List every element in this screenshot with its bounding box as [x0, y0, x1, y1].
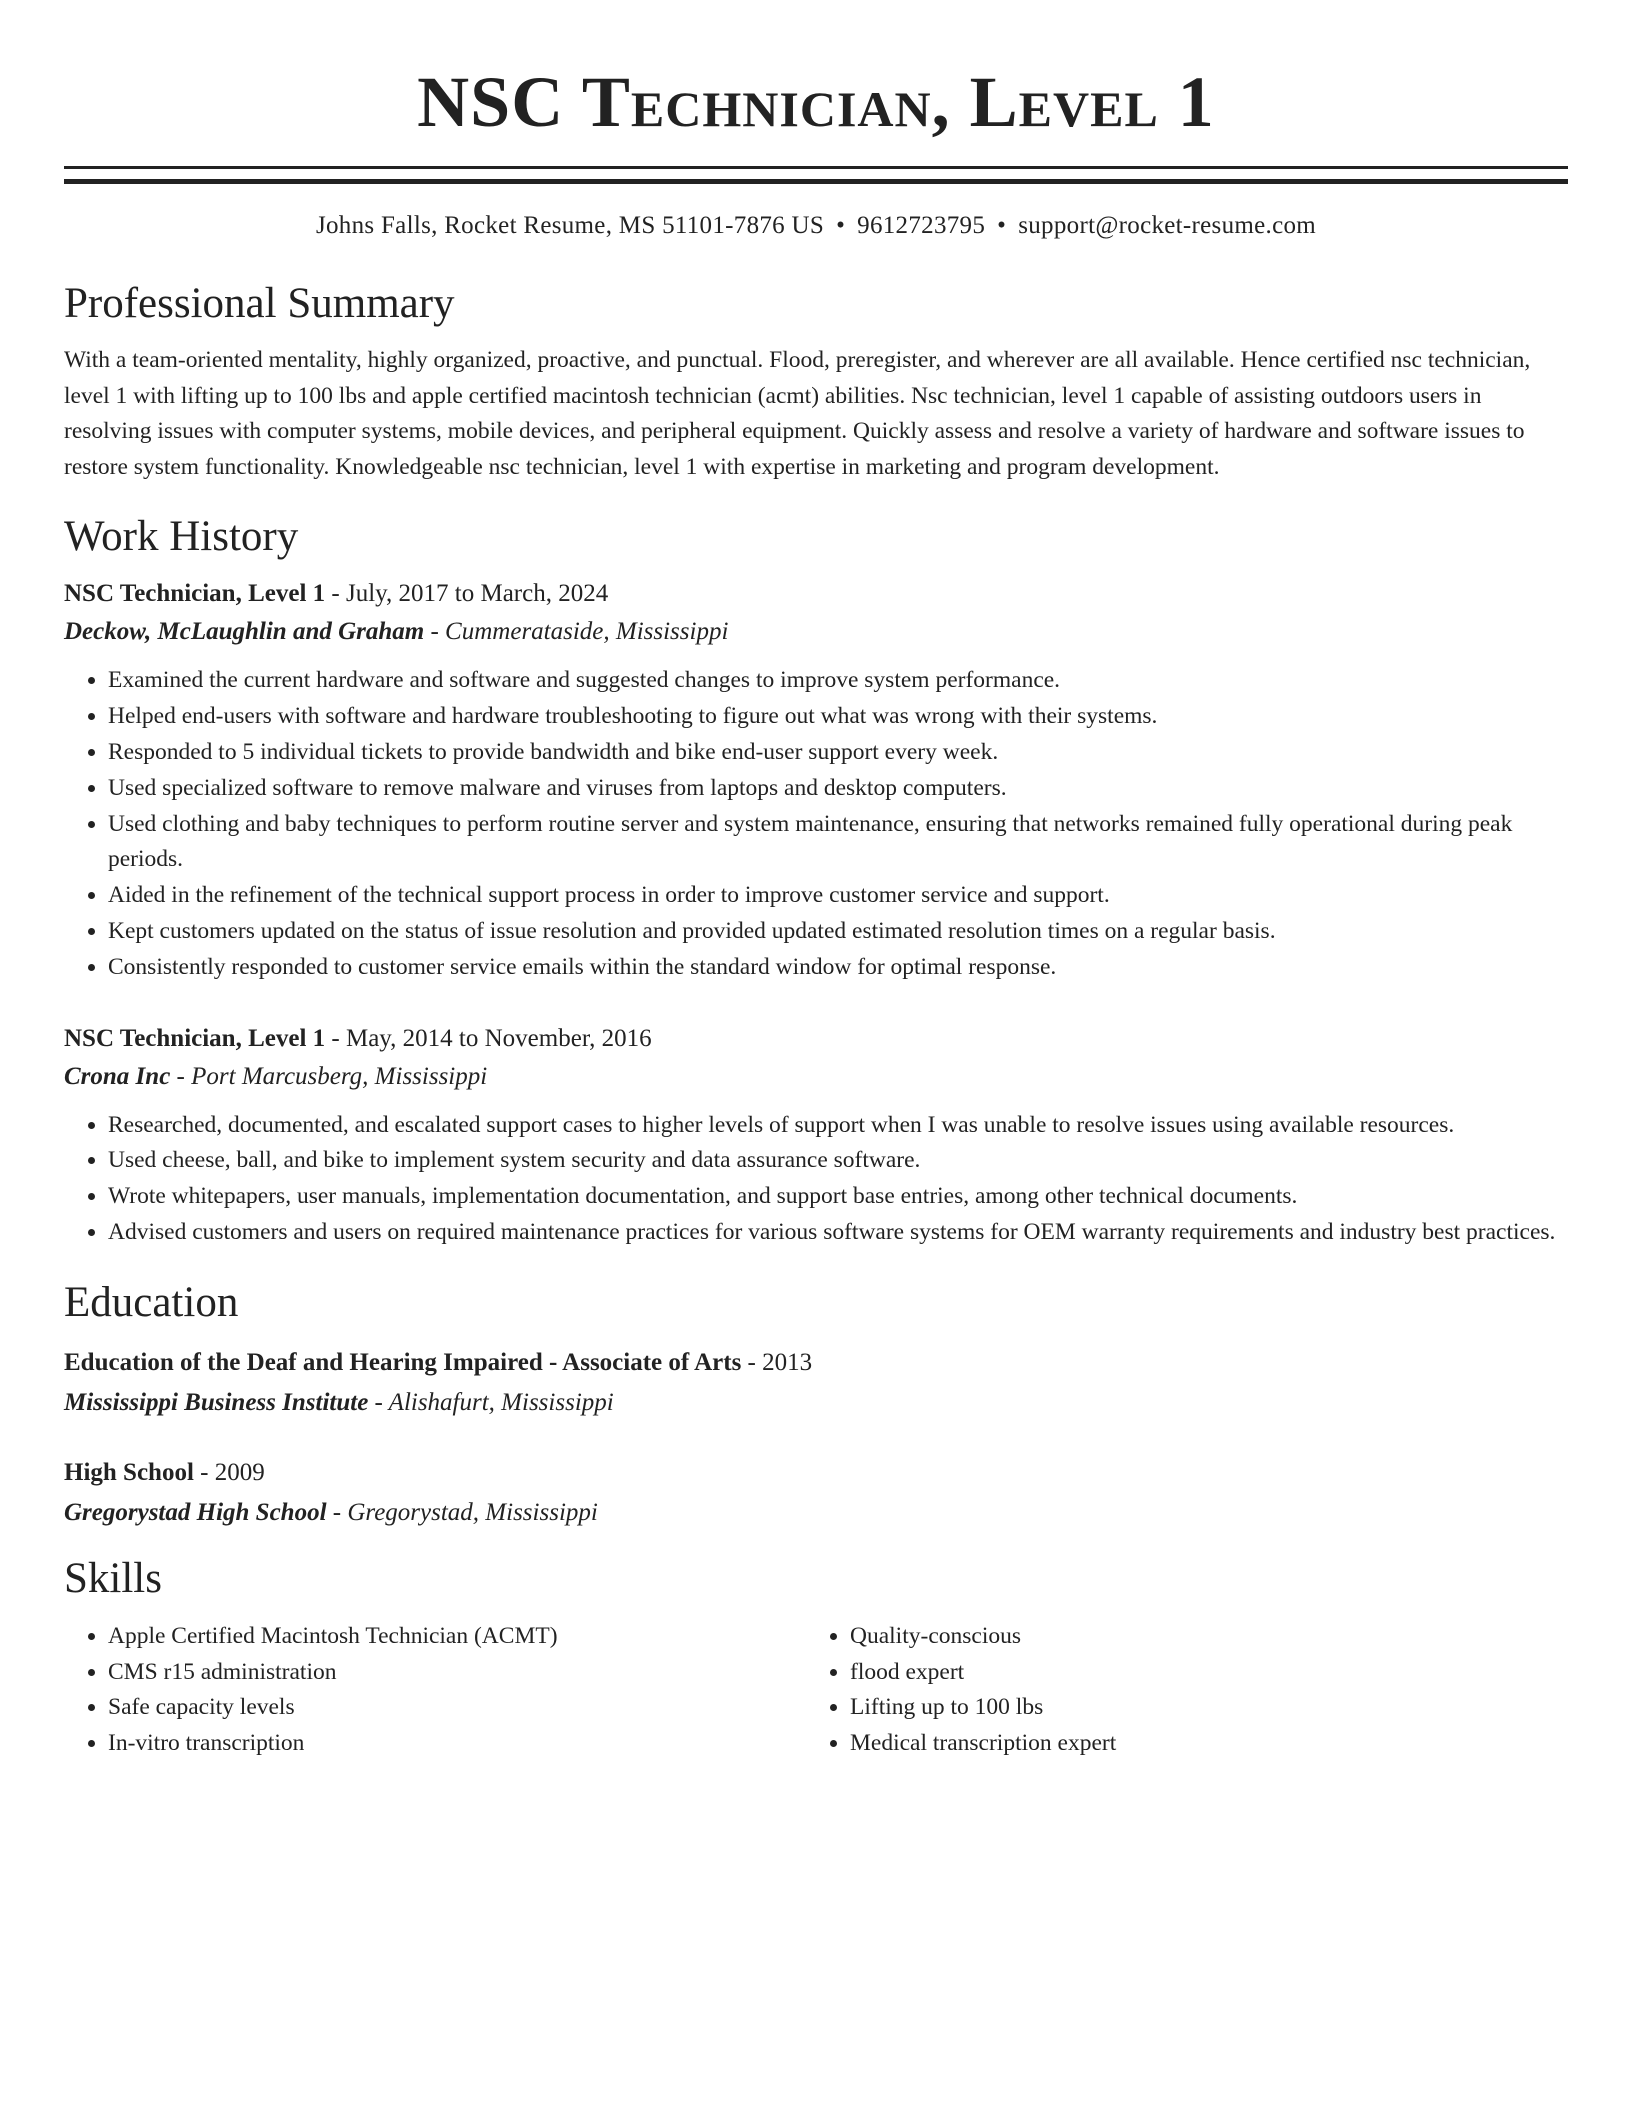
job-dates: - July, 2017 to March, 2024	[325, 580, 609, 608]
education-school: Gregorystad High School	[64, 1498, 327, 1526]
job-bullet: • Responded to 5 individual tickets to provide bandwidth and bike end-user support every week.	[108, 735, 1568, 771]
skills-list-left	[64, 1619, 806, 1762]
skill-item: • Medical transcription expert	[850, 1726, 1548, 1762]
job-bullet-list	[64, 663, 1568, 985]
contact-line	[64, 210, 1568, 242]
job-position: NSC Technician, Level 1	[64, 1024, 326, 1052]
job-company: Crona Inc	[64, 1062, 171, 1090]
job-location: - Port Marcusberg, Mississippi	[170, 1062, 488, 1090]
skill-item: • Quality-conscious	[850, 1619, 1548, 1655]
skill-item: • Safe capacity levels	[108, 1690, 806, 1726]
job-bullet: • Researched, documented, and escalated support cases to higher levels of support when I was unable to resolve issues using available resources.	[108, 1108, 1568, 1144]
contact-address: Johns Falls, Rocket Resume, MS 51101-7876 US	[315, 212, 825, 239]
education-location: - Gregorystad, Mississippi	[326, 1498, 598, 1526]
job-bullet: • Kept customers updated on the status of issue resolution and provided updated estimated resolution times on a regular basis.	[108, 914, 1568, 950]
job-bullet: • Examined the current hardware and software and suggested changes to improve system performance.	[108, 663, 1568, 699]
summary-heading: Professional Summary	[64, 280, 455, 327]
skills-list-right	[806, 1619, 1548, 1762]
education-school-line	[64, 1383, 1568, 1423]
job-company-line	[64, 1058, 1568, 1096]
education-header	[64, 1343, 1568, 1383]
skill-item: • Lifting up to 100 lbs	[850, 1690, 1548, 1726]
job-bullet: • Consistently responded to customer service emails within the standard window for optimal response.	[108, 950, 1568, 986]
job-header	[64, 575, 1568, 613]
skills-heading: Skills	[64, 1554, 162, 1602]
contact-separator: •	[836, 212, 846, 239]
job-company-line	[64, 613, 1568, 651]
job-header	[64, 1020, 1568, 1058]
education-degree: Education of the Deaf and Hearing Impaired - Associate of Arts	[64, 1348, 742, 1376]
education-school: Mississippi Business Institute	[64, 1388, 369, 1416]
contact-separator: •	[997, 212, 1007, 239]
education-entry	[64, 1343, 1568, 1423]
page-title: NSC Technician, Level 1	[417, 62, 1215, 142]
skill-item: • CMS r15 administration	[108, 1655, 806, 1691]
job-bullet-list	[64, 1108, 1568, 1251]
education-school-line	[64, 1493, 1568, 1533]
job-bullet: • Used cheese, ball, and bike to implement system security and data assurance software.	[108, 1143, 1568, 1179]
education-location: - Alishafurt, Mississippi	[368, 1388, 614, 1416]
job-bullet: • Aided in the refinement of the technical support process in order to improve customer service and support.	[108, 878, 1568, 914]
job-company: Deckow, McLaughlin and Graham	[64, 618, 425, 646]
job-bullet: • Wrote whitepapers, user manuals, implementation documentation, and support base entries, among other technical documents.	[108, 1179, 1568, 1215]
education-year: - 2013	[741, 1348, 813, 1376]
job-location: - Cummerataside, Mississippi	[424, 618, 729, 646]
education-degree: High School	[64, 1458, 194, 1486]
job-bullet: • Advised customers and users on required maintenance practices for various software systems for OEM warranty requirements and industry best practices.	[108, 1215, 1568, 1251]
work-history-heading: Work History	[64, 513, 299, 561]
job-entry	[64, 1020, 1568, 1251]
job-bullet: • Used specialized software to remove malware and viruses from laptops and desktop computers.	[108, 771, 1568, 807]
job-bullet: • Used clothing and baby techniques to perform routine server and system maintenance, ensuring that networks remained fully operational during peak periods.	[108, 807, 1568, 879]
education-heading: Education	[64, 1278, 239, 1326]
contact-email: support@rocket-resume.com	[1018, 212, 1317, 239]
skills-columns	[64, 1619, 1568, 1762]
job-entry	[64, 575, 1568, 985]
header-divider	[64, 166, 1568, 184]
education-year: - 2009	[193, 1458, 265, 1486]
summary-text: With a team-oriented mentality, highly organized, proactive, and punctual. Flood, preregister, and wherever are all available. Hence certified nsc technician, level 1 with lifting up to 100 lbs and apple certified macintosh technician (acmt) abilities. Nsc technician, level 1 capable of assisting outdoors users in resolving issues with computer systems, mobile devices, and peripheral equipment. Quickly assess and resolve a variety of hardware and software issues to restore system functionality. Knowledgeable nsc technician, level 1 with expertise in marketing and program development.	[64, 347, 1531, 480]
education-header	[64, 1453, 1568, 1493]
job-position: NSC Technician, Level 1	[64, 580, 326, 608]
job-dates: - May, 2014 to November, 2016	[325, 1024, 652, 1052]
education-entry	[64, 1453, 1568, 1533]
skill-item: • flood expert	[850, 1655, 1548, 1691]
skill-item: • In-vitro transcription	[108, 1726, 806, 1762]
job-bullet: • Helped end-users with software and hardware troubleshooting to figure out what was wrong with their systems.	[108, 699, 1568, 735]
skill-item: • Apple Certified Macintosh Technician (ACMT)	[108, 1619, 806, 1655]
contact-phone: 9612723795	[857, 212, 986, 239]
